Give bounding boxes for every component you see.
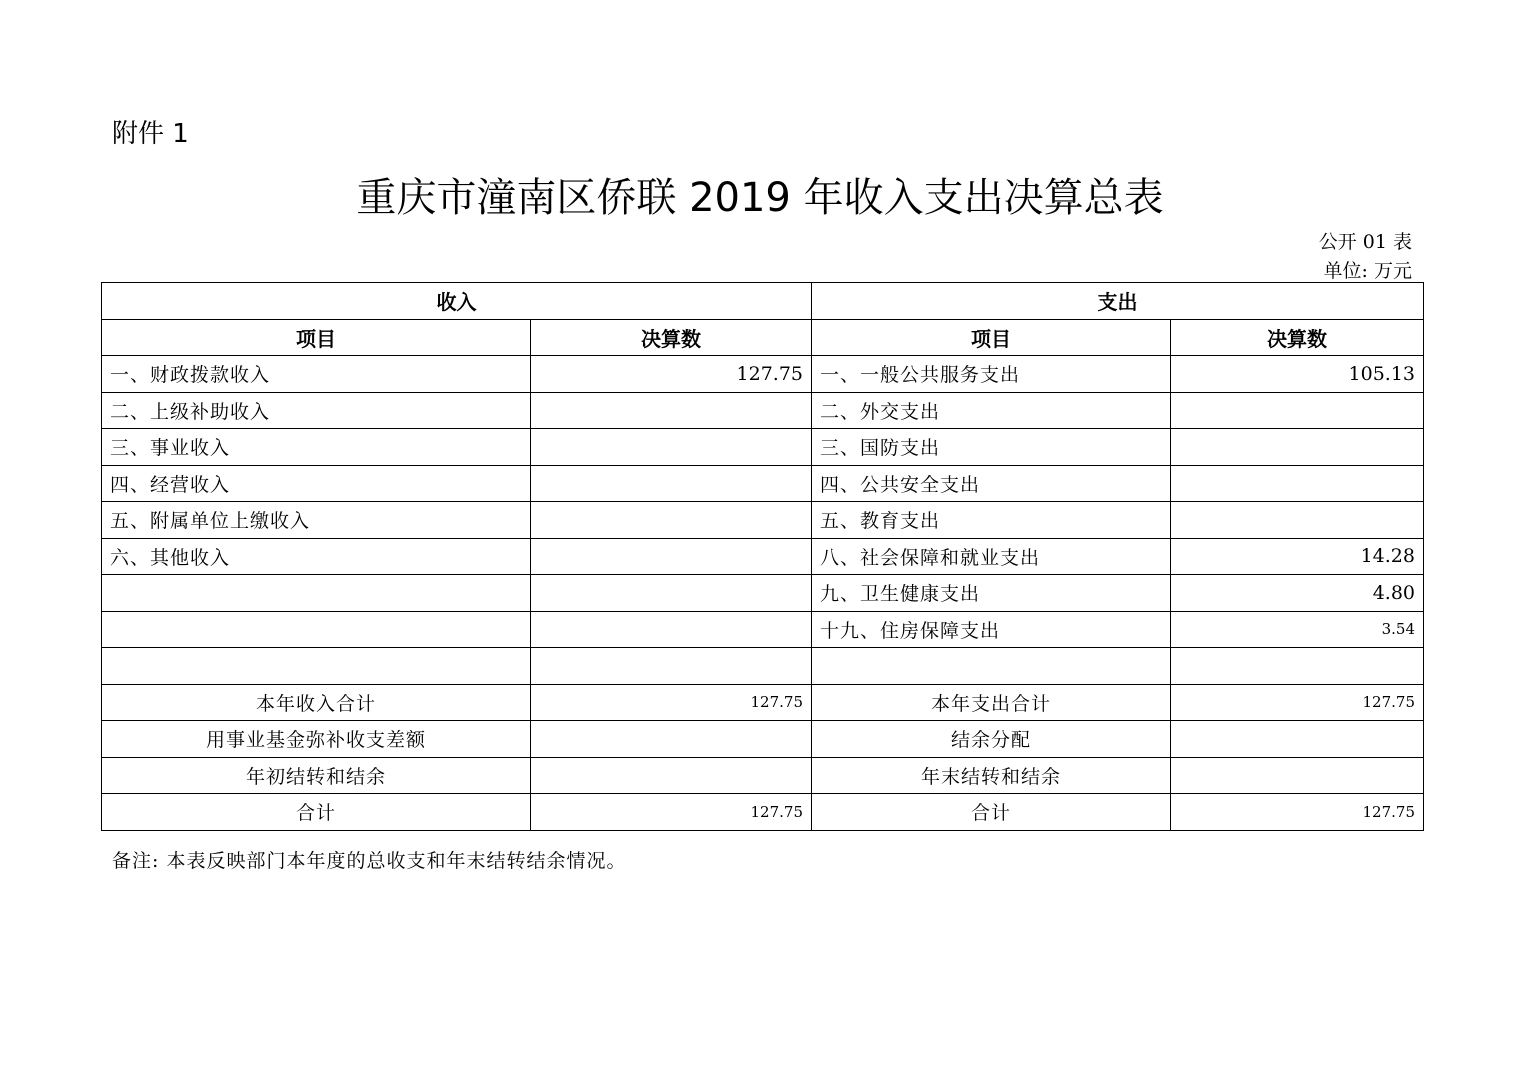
table-row (102, 465, 1424, 502)
income-item: 一、财政拨款收入 (102, 356, 531, 393)
income-amount (531, 575, 812, 612)
expense-amount: 14.28 (1171, 538, 1424, 575)
income-summary-label: 用事业基金弥补收支差额 (102, 721, 531, 758)
expense-section-header: 支出 (812, 283, 1424, 320)
income-summary-amount (531, 721, 812, 758)
table-section-header-row (102, 283, 1424, 320)
income-item: 二、上级补助收入 (102, 392, 531, 429)
table-column-header-row (102, 319, 1424, 356)
expense-item: 五、教育支出 (812, 502, 1171, 539)
budget-table (101, 282, 1424, 831)
total-row (102, 794, 1424, 831)
expense-item-column-header: 项目 (812, 319, 1171, 356)
expense-summary-amount (1171, 721, 1424, 758)
income-item: 六、其他收入 (102, 538, 531, 575)
expense-item: 一、一般公共服务支出 (812, 356, 1171, 393)
income-amount (531, 392, 812, 429)
table-row (102, 538, 1424, 575)
income-amount (531, 429, 812, 466)
income-amount (531, 611, 812, 648)
expense-amount (1171, 648, 1424, 685)
table-row (102, 648, 1424, 685)
footnote: 备注: 本表反映部门本年度的总收支和年末结转结余情况。 (112, 850, 627, 872)
expense-summary-label: 本年支出合计 (812, 684, 1171, 721)
expense-total-label: 合计 (812, 794, 1171, 831)
income-amount (531, 502, 812, 539)
expense-item: 十九、住房保障支出 (812, 611, 1171, 648)
expense-amount (1171, 502, 1424, 539)
income-item: 五、附属单位上缴收入 (102, 502, 531, 539)
summary-row (102, 757, 1424, 794)
form-code: 公开 01 表 (1318, 231, 1412, 253)
summary-row (102, 721, 1424, 758)
income-amount (531, 538, 812, 575)
summary-row (102, 684, 1424, 721)
income-amount: 127.75 (531, 356, 812, 393)
table-row (102, 356, 1424, 393)
expense-amount: 3.54 (1171, 611, 1424, 648)
income-section-header: 收入 (102, 283, 812, 320)
expense-summary-amount (1171, 757, 1424, 794)
table-row (102, 502, 1424, 539)
income-summary-amount (531, 757, 812, 794)
income-total-label: 合计 (102, 794, 531, 831)
unit-label: 单位: 万元 (1323, 260, 1412, 282)
income-item (102, 648, 531, 685)
income-item: 四、经营收入 (102, 465, 531, 502)
expense-summary-amount: 127.75 (1171, 684, 1424, 721)
attachment-label: 附件 1 (112, 119, 189, 149)
income-item (102, 611, 531, 648)
table-row (102, 611, 1424, 648)
expense-amount (1171, 392, 1424, 429)
expense-amount (1171, 465, 1424, 502)
income-summary-label: 年初结转和结余 (102, 757, 531, 794)
expense-amount: 105.13 (1171, 356, 1424, 393)
income-summary-label: 本年收入合计 (102, 684, 531, 721)
expense-amount (1171, 429, 1424, 466)
expense-item (812, 648, 1171, 685)
income-total-amount: 127.75 (531, 794, 812, 831)
table-row (102, 575, 1424, 612)
income-amount (531, 648, 812, 685)
expense-item: 四、公共安全支出 (812, 465, 1171, 502)
table-row (102, 429, 1424, 466)
income-amount (531, 465, 812, 502)
expense-item: 三、国防支出 (812, 429, 1171, 466)
income-item-column-header: 项目 (102, 319, 531, 356)
expense-amount: 4.80 (1171, 575, 1424, 612)
income-item: 三、事业收入 (102, 429, 531, 466)
table-row (102, 392, 1424, 429)
income-item (102, 575, 531, 612)
income-summary-amount: 127.75 (531, 684, 812, 721)
page-title: 重庆市潼南区侨联 2019 年收入支出决算总表 (356, 175, 1164, 221)
expense-item: 八、社会保障和就业支出 (812, 538, 1171, 575)
expense-item: 二、外交支出 (812, 392, 1171, 429)
expense-item: 九、卫生健康支出 (812, 575, 1171, 612)
expense-total-amount: 127.75 (1171, 794, 1424, 831)
expense-summary-label: 结余分配 (812, 721, 1171, 758)
expense-amount-column-header: 决算数 (1171, 319, 1424, 356)
income-amount-column-header: 决算数 (531, 319, 812, 356)
expense-summary-label: 年末结转和结余 (812, 757, 1171, 794)
